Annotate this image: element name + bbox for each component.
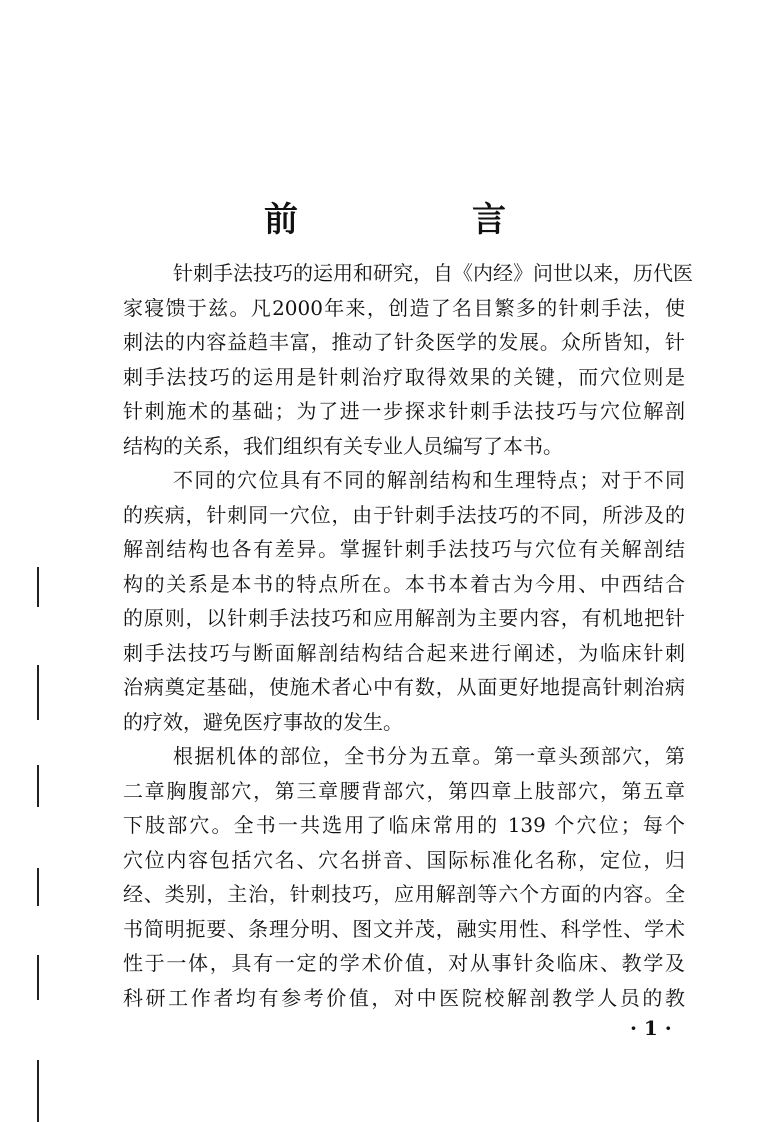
text-line: 结构的关系，我们组织有关专业人员编写了本书。 [123,433,563,458]
text-line: 刺手法技巧的运用是针刺治疗取得效果的关键，而穴位则是 [123,364,685,389]
page-number: · 1 · [630,1016,672,1040]
text-line: 科研工作者均有参考价值，对中医院校解剖教学人员的教 [123,985,685,1010]
paragraph [123,256,693,463]
text-line: 的疾病，针刺同一穴位，由于针刺手法技巧的不同，所涉及的 [123,502,685,527]
text-line: 的原则，以针刺手法技巧和应用解剖为主要内容，有机地把针 [123,606,685,630]
text-line: 的疗效，避免医疗事故的发生。 [123,709,403,734]
text-line: 刺手法技巧与断面解剖结构结合起来进行阐述，为临床针刺 [123,640,685,665]
text-line: 二章胸腹部穴，第三章腰背部穴，第四章上肢部穴，第五章 [123,778,685,803]
text-line: 经、类别，主治，针刺技巧，应用解剖等六个方面的内容。全 [123,882,685,906]
text-line: 治病奠定基础，使施术者心中有数，从面更好地提高针刺治病 [123,675,685,699]
text-line: 不同的穴位具有不同的解剖结构和生理特点；对于不同 [173,468,685,492]
paragraph [123,463,685,739]
scan-edge-mark [37,868,39,906]
scan-edge-mark [37,665,39,720]
page-title: 前 言 [264,200,576,240]
text-line: 书简明扼要、条理分明、图文并茂，融实用性、科学性、学术 [123,916,685,941]
preface-body [123,256,693,1015]
scan-edge-mark [37,955,39,1000]
text-line: 根据机体的部位，全书分为五章。第一章头颈部穴，第 [173,744,685,768]
text-line: 构的关系是本书的特点所在。本书本着古为今用、中西结合 [123,571,685,596]
text-line: 针刺施术的基础；为了进一步探求针刺手法技巧与穴位解剖 [123,399,685,423]
text-line: 针刺手法技巧的运用和研究，自《内经》问世以来，历代医 [173,261,693,285]
paragraph [123,739,685,1015]
scan-edge-mark [37,765,39,807]
text-line: 刺法的内容益趋丰富，推动了针灸医学的发展。众所皆知，针 [123,330,685,354]
scan-edge-mark [37,1060,39,1122]
text-line: 家寝馈于兹。凡2000年来，创造了名目繁多的针刺手法，使 [123,295,685,320]
text-line: 解剖结构也各有差异。掌握针刺手法技巧与穴位有关解剖结 [123,537,685,561]
text-line: 穴位内容包括穴名、穴名拼音、国际标准化名称，定位，归 [123,847,685,872]
text-line: 性于一体，具有一定的学术价值，对从事针灸临床、教学及 [123,951,685,975]
scan-edge-mark [37,567,39,607]
text-line: 下肢部穴。全书一共选用了临床常用的 139 个穴位；每个 [123,813,685,837]
